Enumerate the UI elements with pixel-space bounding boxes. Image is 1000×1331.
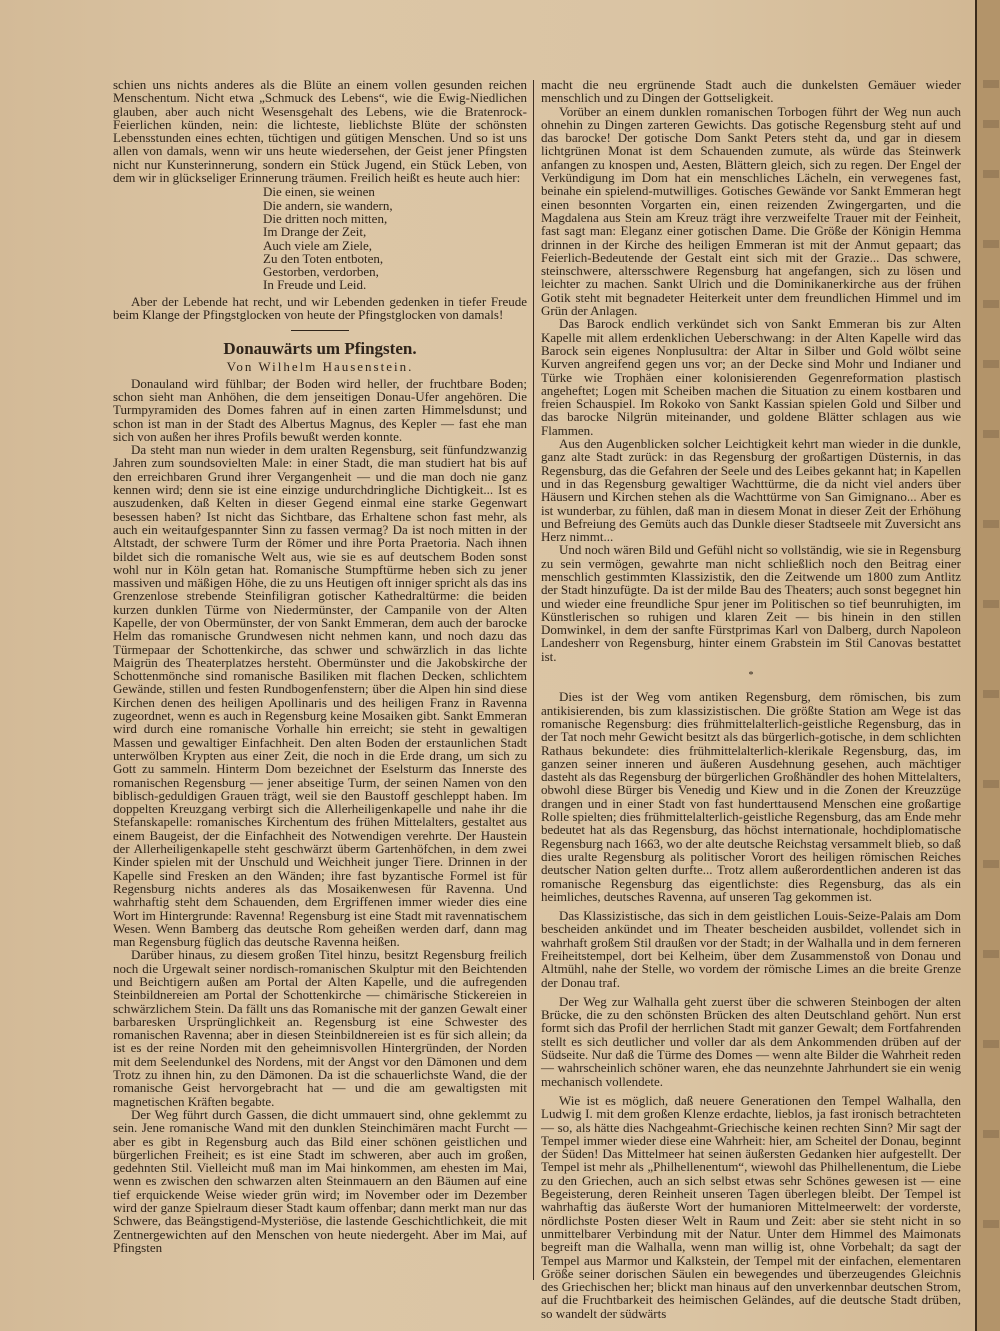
right-column bbox=[541, 78, 961, 1320]
adjacent-page-edge bbox=[975, 0, 1000, 1331]
continuation-paragraph: macht die neu ergrünende Stadt auch die dunkelsten Gemäuer wieder menschlich und zu Dingen der Gottseligkeit. bbox=[541, 77, 961, 106]
article-paragraph: Das Klassizistische, das sich in dem geistlichen Louis-Seize-Palais am Dom bescheiden ankündet und im Theater bescheiden ausbildet, vollendet sich in wahrhaft großem Stil draußen vor der Stadt; in der Walhalla und in dem ferneren Freiheitstempel, dort bei Kelheim, über dem Zusammenstoß von Donau und Altmühl, nahe der Stelle, wo vordem der römische Limes an die breite Grenze der Donau traf. bbox=[541, 908, 961, 990]
section-divider bbox=[291, 330, 349, 331]
article-paragraph: Wie ist es möglich, daß neuere Generationen den Tempel Walhalla, den Ludwig I. mit dem großen Klenze erdachte, lieblos, ja fast ironisch betrachteten — so, als hätte dies Nachgeahmt-Griechische keinen rechten Sinn? Mir sagt der Tempel immer wieder diese eine Wahrheit: hier, am Scheitel der Donau, beginnt der Süden! Das Mittelmeer hat seinen äußersten Gedanken hier aufgestellt. Der Tempel ist mehr als „Philhellenentum“, wiewohl das Philhellenentum, die Liebe zu den Griechen, auch an sich selbst etwas sehr Schönes gewesen ist — eine Begeisterung, deren Reinheit unseren Tagen überlegen bleibt. Der Tempel ist wahrhaftig das äußerste Wort der humanioren Mittelmeerwelt: der vorderste, nördlichste Posten dieser Welt in Raum und Zeit: aber sie steht nicht in so unmittelbarer Verbindung mit der Natur. Unter dem Himmel des Maimonats begreift man die Walhalla, wenn man willig ist, ohne Vorbehalt; da sagt der Tempel aus Marmor und Kalkstein, der Tempel mit der einfachen, elementaren Größe seiner dorischen Säulen ein bewegendes und überzeugendes Gleichnis des Griechischen her; blickt man hinaus auf den unverkennbar deutschen Strom, auf die Fruchtbarkeit des heimischen Geländes, auf die deutsche Stadt drüben, so wandelt der südwärts bbox=[541, 1092, 961, 1321]
article-paragraph: Der Weg zur Walhalla geht zuerst über die schweren Steinbogen der alten Brücke, die zu den schönsten Brücken des alten Deutschland gehört. Nun erst formt sich das Profil der herrlichen Stadt mit ganzer Gewalt; dem Fortfahrenden stellt es sich deutlicher und voller dar als dem Ankommenden drüben auf der Südseite. Nur daß die Türme des Domes — wenn alte Bilder die Wahrheit reden — wahrscheinlich schöner waren, ehe das neunzehnte Jahrhundert sie ein wenig mechanisch vollendete. bbox=[541, 993, 961, 1089]
left-column bbox=[113, 78, 527, 1254]
poem-line: Auch viele am Ziele, bbox=[263, 237, 373, 253]
column-divider bbox=[533, 80, 534, 1280]
poem-line: Die andern, sie wandern, bbox=[263, 197, 393, 213]
poem-line: Die dritten noch mitten, bbox=[263, 210, 388, 226]
article-paragraph: Dies ist der Weg vom antiken Regensburg, dem römischen, bis zum antikisierenden, bis zum klassizistischen. Die größte Station am Wege ist das romanische Regensburg: dies frühmittelalterlich-geistliche Regensburg, das in der Tat noch mehr Gewicht besitzt als das bürgerlich-gotische, in dem schlichten Rathaus bekundete: dies frühmittelalterlich-klerikale Regensburg, das, im ganzen seiner inneren und äußeren Ausdehnung gesehen, auch mächtiger dasteht als das Regensburg der bürgerlichen Großhändler des hohen Mittelalters, obwohl diese Bürger bis Venedig und Kiew und in die Zonen der Kreuzzüge drangen und in einer Stadt von fast hunderttausend Menschen eine großartige Rolle spielten; dies frühmittelalterlich-geistliche Regensburg, das am Ende mehr bedeutet hat als das Regensburg, das höchst internationale, hochdiplomatische Regensburg nach 1663, wo der alte deutsche Reichstag versammelt blieb, so daß dies uralte Regensburg als politischer Vorort des heiligen römischen Reiches deutscher Nation gelten durfte... Trotz allem außerordentlichen anderen ist das romanische Regensburg das eigentlichste: dies Regensburg, das als ein heimliches, deutsches Ravenna, auf unseren Tag gekommen ist. bbox=[541, 689, 961, 904]
article-title: Donauwärts um Pfingsten. bbox=[223, 339, 417, 359]
article-paragraph: Aus den Augenblicken solcher Leichtigkeit kehrt man wieder in die dunkle, ganz alte Stadt zurück: in das Regensburg der großartigen Düsternis, in das Regensburg, das die Gefahren der Seele und des Leibes gekannt hat; in Kapellen und in das Regensburg gewaltiger Wachttürme, die da nicht viel anders über Häusern und Kirchen stehen als die Wachttürme von San Gimignano... Aber es ist wunderbar, zu fühlen, daß man in diesem Monat in dieser Zeit der Erhöhung und Befreiung des Gemüts auch das Dunkle dieser Stadtseele mit Zuversicht ans Herz nimmt... bbox=[541, 436, 961, 545]
section-mark: * bbox=[748, 670, 754, 682]
article-paragraph: Und noch wären Bild und Gefühl nicht so vollständig, wie sie in Regensburg zu sein vermögen, gewahrte man nicht schließlich noch den Beitrag einer menschlich gestimmten Klassizistik, den die Zeitwende um 1800 zum Antlitz der Stadt hinzufügte. Da ist der milde Bau des Theaters; auch sonst begegnet hin und wieder eine freundliche Spur jener im Politischen so tief beunruhigten, im Künstlerischen so ruhigen und klaren Zeit — bis hinein in den stillen Domwinkel, in dem der sanfte Fürstprimas Karl von Dalberg, durch Napoleon Landesherr von Regensburg, hinter einem Grabstein im Stil Canovas bestattet ist. bbox=[541, 542, 961, 664]
intro-paragraph: schien uns nichts anderes als die Blüte an einem vollen gesunden reichen Menschentum. Nicht etwa „Schmuck des Lebens“, wie die Ewig-Niedlichen glauben, aber auch nicht Wesensgehalt des Lebens, wie die Bratenrock-Feierlichen künden, nein: die lichteste, lieblichste Blüte der schönsten Lebensstunden eines echten, tüchtigen und gütigen Menschen. Und so ist uns allen von damals, wenn wir uns heute wiedersehen, der Geist jener Pfingsten nicht nur Kunsterinnerung, sondern ein Stück Jugend, ein Stück Leben, von dem wir in glückseliger Erinnerung träumen. Freilich heißt es heute auch hier: bbox=[113, 77, 527, 186]
closing-paragraph: Aber der Lebende hat recht, und wir Lebenden gedenken in tiefer Freude beim Klange der Pfingstglocken von heute der Pfingstglocken von damals! bbox=[113, 293, 527, 323]
article-paragraph: Der Weg führt durch Gassen, die dicht ummauert sind, ohne geklemmt zu sein. Jene romanische Wand mit den dunklen Steinchimären macht Furcht — aber es gibt in Regensburg auch das Bild einer schönen geistlichen und bürgerlichen Freiheit; es ist eine Stadt im schweren, aber auch im großen, gedehnten Stil. Vielleicht muß man im Mai hinkommen, am ehesten im Mai, wenn es zwischen den schwarzen alten Steinmauern an den Bäumen auf eine tief erquickende Weise wieder grün wird; im November oder im Dezember wird der ganze Spielraum dieser Stadt kaum offenbar; dann merkt man nur das Schwere, das Beängstigend-Mysteriöse, die lastende Geschichtlichkeit, die mit Zentnergewichten auf den Menschen von heute niedergeht. Aber im Mai, auf Pfingsten bbox=[113, 1106, 527, 1255]
article-paragraph: Vorüber an einem dunklen romanischen Torbogen führt der Weg nun auch ohnehin zu Dingen zarteren Gewichts. Das gotische Regensburg steht auf und das barocke! Der gotische Dom Sankt Peters steht da, und gar in diesem lichtgrünen Monat ist dem Schauenden zumute, als würde das Steinwerk anfangen zu knospen und, Aesten, Blättern gleich, sich zu regen. Der Engel der Verkündigung im Dom hat ein menschliches Lächeln, ein verwegenes fast, beinahe ein spielend-mutwilliges. Gotisches Gewände vor Sankt Emmeran hegt einen besonnten Vorgarten ein, einen reizenden Zwingergarten, und die Magdalena aus Stein am Kreuz trägt ihre verzweifelte Trauer mit der Feinheit, fast sagt man: Eleganz einer gotischen Dame. Die Größe der Königin Hemma drinnen in der Kirche des heiligen Emmeran ist mit der Anmut gepaart; das Feierlich-Bedeutende der Gestalt eint sich mit der Grazie... Das schwere, steinschwere, altersschwere Regensburg hat angefangen, sich zu lösen und leichter zu machen. Sankt Ulrich und die Dominikanerkirche aus der frühen Gotik steht mit begnadeter Heiterkeit unter dem freundlichen Himmel und im Grün der Anlagen. bbox=[541, 103, 961, 319]
poem-line: Die einen, sie weinen bbox=[263, 184, 375, 200]
poem bbox=[263, 185, 527, 291]
article-paragraph: Das Barock endlich verkündet sich von Sankt Emmeran bis zur Alten Kapelle mit allem erdenklichen Ueberschwang: in der Alten Kapelle wird das Barock sein eigenes Nonplusultra: der Altar in Silber und Gold wölbt seine Kurven angreifend gegen uns vor; an der Decke sind Mohr und Indianer und Türke wie Trophäen einer kolonisierenden Gegenreformation plastisch angeheftet; Logen mit Scheiben machen die Situation zu einem kostbaren und freien Schauspiel. Im Rokoko von Sankt Kassian spielen Gold und Silber und das barocke Nilgrün miteinander, und goldene Blätter schlagen aus wie Flammen. bbox=[541, 316, 961, 438]
poem-line: In Freude und Leid. bbox=[263, 277, 367, 293]
article-paragraph: Da steht man nun wieder in dem uralten Regensburg, seit fünfundzwanzig Jahren zum soundsovielten Male: in einer Stadt, die man studiert hat bis auf den erreichbaren Grund ihrer Vergangenheit — und die man doch nie ganz kennen wird; denn sie ist eine einzige undurchdringliche Dichtigkeit... Ist es auszudenken, daß Kelten in dieser Gegend einmal eine starke Gegenwart besessen haben? Ist nicht das Sichtbare, das Erhaltene schon fast mehr, als auch ein weitaufgespannter Sinn zu fassen vermag? Da ist noch mitten in der Altstadt, der schwere Turm der Römer und ihre Porta Praetoria. Nach ihnen bildet sich die romanische Welt aus, wie sie es auf deutschem Boden sonst wohl nur in Köln getan hat. Romanische Stumpftürme heben sich zu jener massiven und mäßigen Höhe, die zu uns Heutigen oft inniger spricht als das ins Grenzenlose strebende Steinfiligran gotischer Kathedraltürme: die beiden kurzen dunklen Türme von Niedermünster, der Campanile von der Alten Kapelle, der von Obermünster, der von Sankt Emmeran, dem auch der barocke Helm das romanische Grundwesen nicht nehmen kann, und noch dazu das Türmepaar der Schottenkirche, das schwer und schwärzlich in das lichte Maigrün des Theaterplatzes hersteht. Obermünster und die Jakobskirche der Schottenmönche sind romanische Basiliken mit flachen Decken, schlichtem Gewände, stillen und festen Rundbogenfenstern; über die Alpen hin sind diese Kirchen denen des heiligen Apollinaris und des heiligen Franz in Ravenna zugeordnet, wenn es auch in Regensburg keine Mosaiken gibt. Sankt Emmeran wird durch eine romanische Vorhalle hin erreicht; sie steht in gewaltigen Massen und gewaltiger Einfachheit. Den alten Boden der erstaunlichen Stadt unterwölben Krypten aus einer Zeit, die noch in die Erde drang, um sich zu Gott zu sammeln. Hinterm Dom bezeichnet der Eselsturm das Innerste des romanischen Regensburg — jener abseitige Turm, der seinen Namen von den biblisch-geduldigen Grauen trägt, weil sie den Baustoff geschleppt haben. Im doppelten Kreuzgang verbirgt sich die Allerheiligenkapelle und nahe ihr die Stefanskapelle: romanisches Kirchentum des frühen Mittelalters, gestaltet aus einem Baugeist, der die Einfachheit des Notwendigen verehrte. Der Haustein der Allerheiligenkapelle steht geschwärzt überm Gartenhöfchen, in dem zwei Kinder spielen mit der Unschuld und Weichheit junger Tiere. Drinnen in der Kapelle sind Fresken an den Wänden; ihre fast byzantische Formel ist für Regensburg nichts anderes als das Mosaikenwesen für Ravenna. Und wahrhaftig steht dem Schauenden, dem Ergriffenen immer wieder dies eine Wort im Hintergrunde: Ravenna! Regensburg ist eine Stadt mit ravennatischem Wesen. Wenn Bamberg das deutsche Rom geheißen werden darf, dann mag man Regensburg füglich das deutsche Ravenna heißen. bbox=[113, 442, 527, 950]
article-paragraph: Donauland wird fühlbar; der Boden wird heller, der fruchtbare Boden; schon sieht man Anhöhen, die dem jenseitigen Donau-Ufer angehören. Die Turmpyramiden des Domes fahren auf in einen zarten Himmelsdunst; und schon ist man in der Stadt des Albertus Magnus, des Kepler — fast ehe man sich von außen her ihres Profils bewußt werden konnte. bbox=[113, 375, 527, 444]
article-byline: Von Wilhelm Hausenstein. bbox=[226, 359, 414, 375]
poem-line: Im Drange der Zeit, bbox=[263, 224, 367, 240]
poem-line: Zu den Toten entboten, bbox=[263, 250, 384, 266]
poem-line: Gestorben, verdorben, bbox=[263, 264, 379, 280]
article-paragraph: Darüber hinaus, zu diesem großen Titel hinzu, besitzt Regensburg freilich noch die Urgewalt seiner nordisch-romanischen Skulptur mit den Beichtenden und Beichtigern außen am Portal der Alten Kapelle, und die aufregenden Steinbildnereien am Portal der Schottenkirche — chimärische Stickereien in schwärzlichem Stein. Da fällt uns das Romanische mit der ganzen Gewalt einer barbaresken Ursprünglichkeit an. Regensburg ist eine Schwester des romanischen Ravenna; aber in diesen Steinbildnereien ist es für sich allein; da ist es der reine Norden mit den geheimnisvollen Hintergründen, der Norden mit dem Seelendunkel des Nordens, mit der Angst vor den Dämonen und dem Trotz zu ihnen hin, zu den Dämonen. Da ist die schauerlichste Wand, die der romanische Geist hervorgebracht hat — und die am gewaltigsten mit magnetischen Kräften begabte. bbox=[113, 947, 527, 1109]
